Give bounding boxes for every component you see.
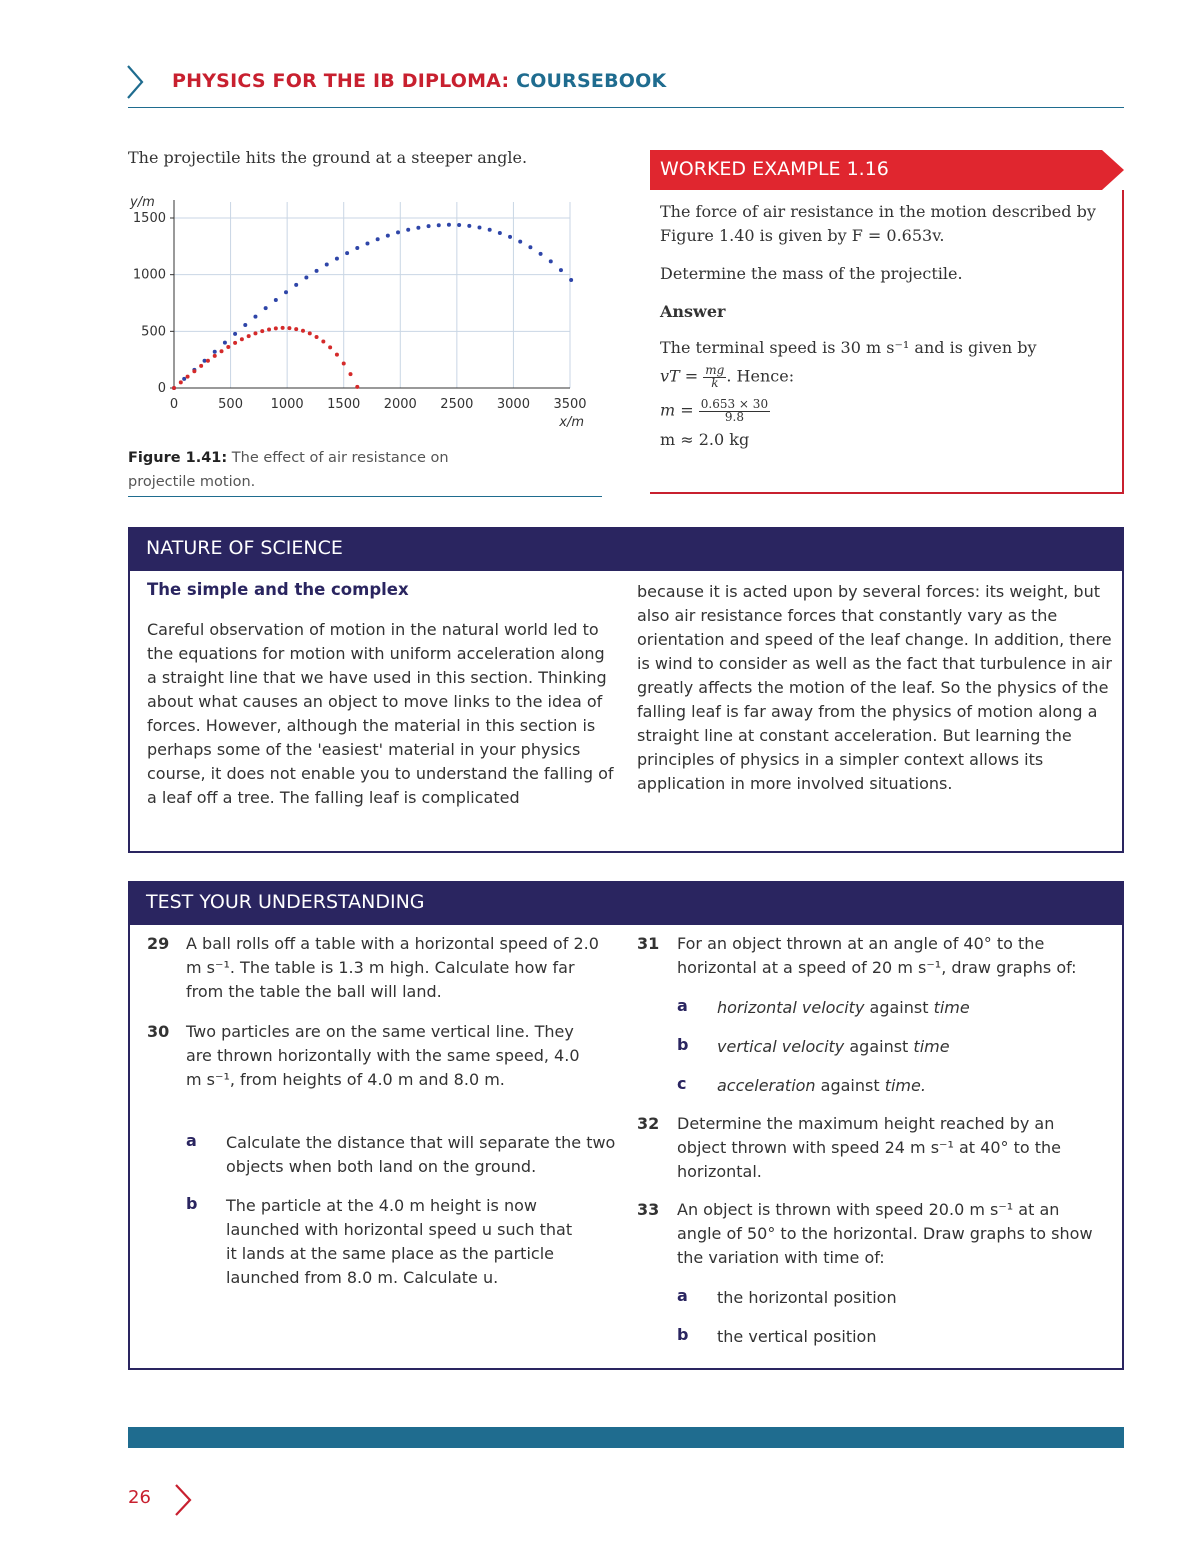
page-number: 26	[128, 1487, 151, 1508]
subpart-label: b	[677, 1035, 689, 1054]
data-point-no-air-resistance	[396, 230, 400, 234]
data-point-no-air-resistance	[213, 350, 217, 354]
data-point-air-resistance	[206, 359, 210, 363]
data-point-no-air-resistance	[304, 276, 308, 280]
figure-label: Figure 1.41:	[128, 450, 228, 466]
data-point-no-air-resistance	[253, 315, 257, 319]
y-tick-label: 500	[141, 324, 166, 340]
data-point-no-air-resistance	[467, 224, 471, 228]
data-point-no-air-resistance	[498, 231, 502, 235]
question-32-text: Determine the maximum height reached by an object thrown with speed 24 m s⁻¹ at 40° to the horizontal.	[677, 1114, 1061, 1181]
data-point-no-air-resistance	[182, 377, 186, 381]
data-point-air-resistance	[342, 362, 346, 366]
data-point-no-air-resistance	[294, 283, 298, 287]
x-tick-label: 3500	[553, 397, 587, 412]
equation-terminal-speed: vT = $\frac{mg}{k}$. Hence:	[660, 363, 795, 390]
worked-example-border-bottom	[650, 492, 1124, 494]
subpart-label: b	[677, 1325, 689, 1344]
answer-label: Answer	[660, 302, 726, 321]
figure-caption-text: The effect of air resistance on projectile motion.	[128, 450, 449, 490]
worked-example-task: Determine the mass of the projectile.	[660, 264, 963, 283]
data-point-no-air-resistance	[416, 226, 420, 230]
question-33-text: An object is thrown with speed 20.0 m s⁻¹ at an angle of 50° to the horizontal. Draw graphs to show the variation with time of:	[677, 1200, 1093, 1267]
y-axis-label: y/m	[130, 195, 155, 210]
question-33b-text: the vertical position	[717, 1327, 877, 1346]
data-point-no-air-resistance	[528, 245, 532, 249]
equation-result: m ≈ 2.0 kg	[660, 430, 750, 449]
data-point-no-air-resistance	[406, 228, 410, 232]
y-tick-label: 1500	[132, 211, 166, 226]
nature-of-science-title: NATURE OF SCIENCE	[128, 527, 1124, 571]
question-31-text: For an object thrown at an angle of 40° to the horizontal at a speed of 20 m s⁻¹, draw graphs of:	[677, 934, 1077, 977]
data-point-no-air-resistance	[325, 262, 329, 266]
data-point-air-resistance	[213, 354, 217, 358]
data-point-air-resistance	[355, 385, 359, 389]
data-point-no-air-resistance	[488, 228, 492, 232]
subpart-label: a	[186, 1131, 197, 1150]
equation-mass: $m = \frac{0.653 \times 30}{9.8}$	[660, 397, 769, 424]
data-point-air-resistance	[267, 328, 271, 332]
nature-of-science-right-text: because it is acted upon by several forces: its weight, but also air resistance forces that constantly vary as the orientation and speed of the leaf change. In addition, there is wind to consider as well as the fact that turbulence in air greatly affects the motion of the leaf. So the physics of the falling leaf is far away from the physics of motion along a straight line at constant acceleration. But learning the principles of physics in a simpler context allows its application in more involved situations.	[637, 582, 1112, 793]
running-header	[172, 70, 666, 92]
data-point-air-resistance	[233, 341, 237, 345]
question-30a-text: Calculate the distance that will separate the two objects when both land on the ground.	[226, 1133, 616, 1176]
data-point-no-air-resistance	[233, 332, 237, 336]
data-point-air-resistance	[226, 345, 230, 349]
data-point-air-resistance	[240, 337, 244, 341]
x-tick-label: 2500	[440, 397, 474, 412]
data-point-no-air-resistance	[345, 251, 349, 255]
data-point-no-air-resistance	[365, 242, 369, 246]
data-point-air-resistance	[253, 331, 257, 335]
question-31b-text: vertical velocity against time	[717, 1037, 950, 1056]
nature-of-science-subtitle: The simple and the complex	[147, 580, 409, 599]
data-point-air-resistance	[301, 329, 305, 333]
data-point-air-resistance	[247, 334, 251, 338]
header-book-title: PHYSICS FOR THE IB DIPLOMA:	[172, 70, 517, 92]
data-point-no-air-resistance	[477, 226, 481, 230]
question-33a-text: the horizontal position	[717, 1288, 897, 1307]
data-point-air-resistance	[172, 386, 176, 390]
data-point-no-air-resistance	[376, 237, 380, 241]
data-point-air-resistance	[274, 326, 278, 330]
data-point-no-air-resistance	[264, 306, 268, 310]
y-tick-label: 0	[157, 381, 166, 396]
question-30-text: Two particles are on the same vertical line. They are thrown horizontally with the same speed, 4.0 m s⁻¹, from heights of 4.0 m and 8.0 m.	[186, 1022, 580, 1089]
data-point-no-air-resistance	[457, 223, 461, 227]
data-point-no-air-resistance	[386, 234, 390, 238]
data-point-no-air-resistance	[569, 278, 573, 282]
projectile-chart	[118, 188, 598, 438]
intro-text: The projectile hits the ground at a steeper angle.	[128, 148, 528, 167]
worked-example-border-right	[1122, 190, 1124, 494]
data-point-air-resistance	[349, 372, 353, 376]
subpart-label: a	[677, 996, 688, 1015]
footer-bar	[128, 1427, 1124, 1448]
data-point-no-air-resistance	[223, 341, 227, 345]
question-29-text: A ball rolls off a table with a horizontal speed of 2.0 m s⁻¹. The table is 1.3 m high. Calculate how far from the table the ball will land.	[186, 934, 599, 1001]
data-point-air-resistance	[335, 353, 339, 357]
data-point-air-resistance	[186, 375, 190, 379]
header-book-subtitle: COURSEBOOK	[516, 70, 667, 92]
data-point-air-resistance	[287, 326, 291, 330]
data-point-air-resistance	[308, 331, 312, 335]
y-tick-label: 1000	[132, 267, 166, 283]
x-tick-label: 1500	[327, 397, 361, 412]
data-point-no-air-resistance	[335, 257, 339, 261]
chart-grid	[174, 202, 570, 388]
data-point-air-resistance	[328, 345, 332, 349]
test-your-understanding-title: TEST YOUR UNDERSTANDING	[128, 881, 1124, 925]
x-axis-label: x/m	[559, 415, 584, 430]
data-point-no-air-resistance	[447, 223, 451, 227]
nature-of-science-left-text: Careful observation of motion in the natural world led to the equations for motion with uniform acceleration along a straight line that we have used in this section. Thinking about what causes an object to move links to the idea of forces. However, although the material in this section is perhaps some of the 'easiest' material in your physics course, it does not enable you to understand the falling of a leaf off a tree. The falling leaf is complicated	[147, 620, 614, 807]
x-tick-label: 0	[169, 397, 179, 412]
chart-axes	[170, 200, 570, 388]
question-number: 33	[637, 1200, 660, 1219]
data-point-no-air-resistance	[559, 268, 563, 272]
x-tick-label: 3000	[496, 397, 530, 412]
data-point-no-air-resistance	[315, 269, 319, 273]
data-point-no-air-resistance	[274, 298, 278, 302]
chevron-right-icon	[168, 1482, 198, 1518]
question-number: 29	[147, 934, 170, 953]
x-tick-label: 1000	[270, 397, 304, 412]
data-point-air-resistance	[179, 380, 183, 384]
question-31a-text: horizontal velocity against time	[717, 998, 970, 1017]
question-number: 30	[147, 1022, 170, 1041]
question-number: 31	[637, 934, 660, 953]
data-point-no-air-resistance	[437, 223, 441, 227]
figure-caption	[128, 446, 508, 494]
x-tick-label: 2000	[383, 397, 417, 412]
header-rule	[128, 107, 1124, 108]
question-31c-text: acceleration against time.	[717, 1076, 926, 1095]
data-point-no-air-resistance	[355, 246, 359, 250]
question-30b-text: The particle at the 4.0 m height is now launched with horizontal speed u such that it lands at the same place as the particle launched from 8.0 m. Calculate u.	[226, 1196, 573, 1287]
chevron-right-icon	[118, 62, 158, 102]
figure-rule	[128, 496, 602, 497]
subpart-label: b	[186, 1194, 198, 1213]
data-point-air-resistance	[199, 364, 203, 368]
data-point-air-resistance	[321, 340, 325, 344]
data-point-no-air-resistance	[549, 259, 553, 263]
data-point-air-resistance	[281, 326, 285, 330]
data-point-no-air-resistance	[508, 235, 512, 239]
data-point-no-air-resistance	[284, 290, 288, 294]
data-point-air-resistance	[315, 335, 319, 339]
subpart-label: a	[677, 1286, 688, 1305]
data-point-no-air-resistance	[243, 323, 247, 327]
question-number: 32	[637, 1114, 660, 1133]
data-point-no-air-resistance	[539, 252, 543, 256]
x-tick-label: 500	[218, 397, 243, 412]
data-point-air-resistance	[220, 349, 224, 353]
subpart-label: c	[677, 1074, 687, 1093]
data-point-no-air-resistance	[518, 240, 522, 244]
data-point-air-resistance	[192, 369, 196, 373]
worked-example-question: The force of air resistance in the motion described by Figure 1.40 is given by F = 0.653v.	[660, 202, 1096, 245]
data-point-no-air-resistance	[427, 224, 431, 228]
worked-example-body	[660, 200, 1110, 466]
data-point-air-resistance	[294, 327, 298, 331]
answer-text: The terminal speed is 30 m s⁻¹ and is given by	[660, 338, 1037, 357]
data-point-air-resistance	[260, 329, 264, 333]
worked-example-title: WORKED EXAMPLE 1.16	[660, 158, 889, 180]
